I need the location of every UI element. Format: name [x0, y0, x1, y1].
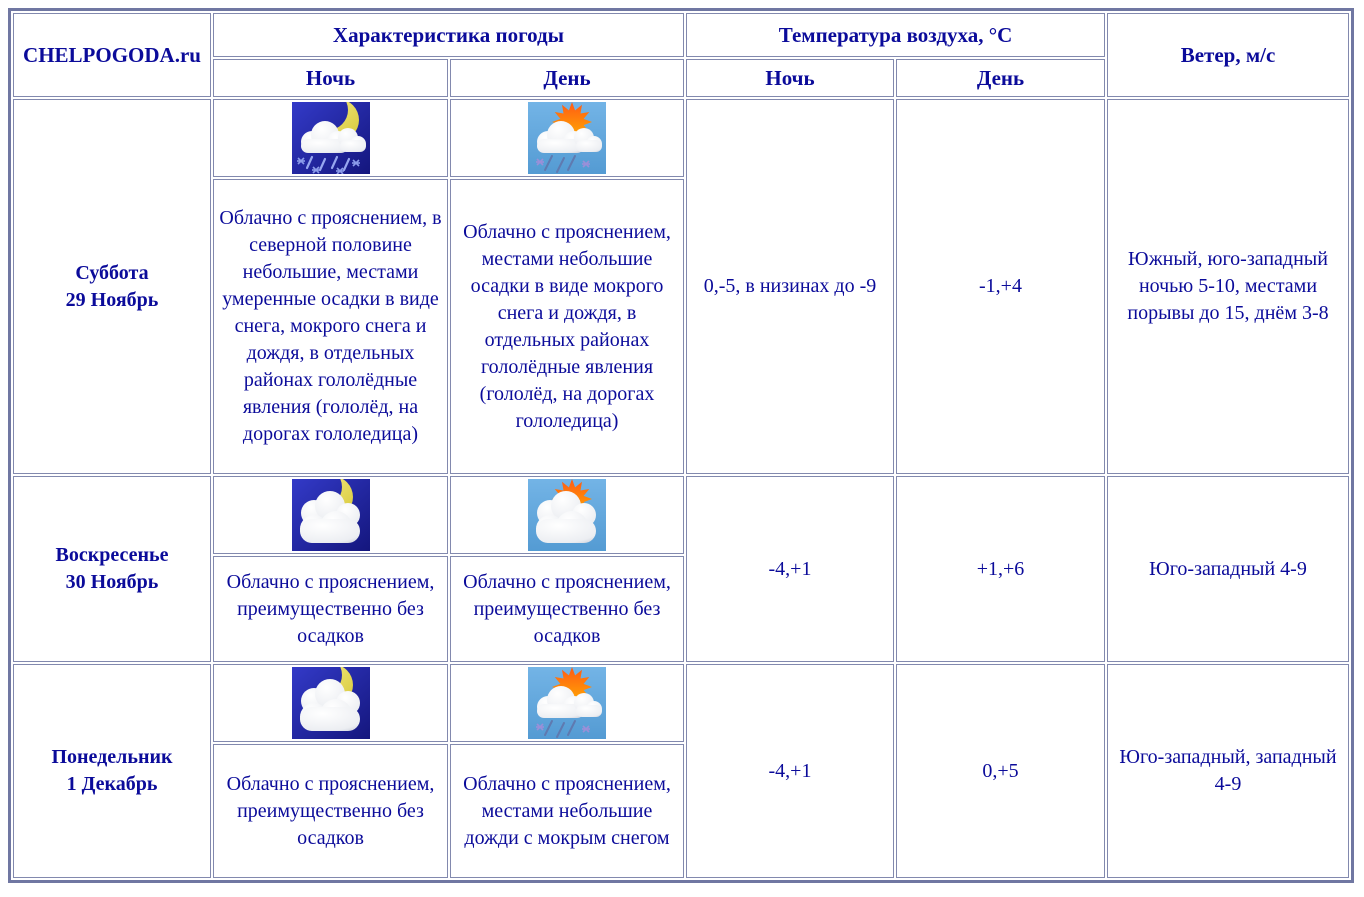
temp-night-value: -4,+1 — [686, 476, 894, 662]
header-weather-characteristic: Характеристика погоды — [213, 13, 684, 57]
day-name: Суббота — [75, 261, 149, 284]
header-wind: Ветер, м/с — [1107, 13, 1349, 97]
sun-clouds-icon — [528, 479, 606, 551]
table-row — [13, 476, 1349, 554]
wind-value: Южный, юго-западный ночью 5-10, местами порывы до 15, днём 3-8 — [1107, 99, 1349, 474]
moon-clouds-icon — [292, 667, 370, 739]
table-row — [13, 664, 1349, 742]
header-characteristic-day: День — [450, 59, 684, 97]
day-label-monday — [13, 664, 211, 878]
day-icon-cell — [450, 664, 684, 742]
site-brand: CHELPOGODA.ru — [13, 13, 211, 97]
day-icon-cell — [450, 476, 684, 554]
day-name: Воскресенье — [55, 544, 169, 566]
weather-forecast-table — [8, 8, 1354, 883]
header-temp-day: День — [896, 59, 1105, 97]
moon-clouds-icon — [292, 479, 370, 551]
wind-value: Юго-западный 4-9 — [1107, 476, 1349, 662]
night-icon-cell — [213, 664, 448, 742]
day-label-sunday — [13, 476, 211, 662]
day-description: Облачно с прояснением, местами небольшие осадки в виде мокрого снега и дождя, в отдельных районах гололёдные явления (гололёд, на дорогах гололедица) — [450, 179, 684, 474]
night-icon-cell — [213, 99, 448, 177]
wind-value: Юго-западный, западный 4-9 — [1107, 664, 1349, 878]
day-date: 29 Ноябрь — [65, 288, 159, 311]
temp-day-value: 0,+5 — [896, 664, 1105, 878]
header-temp-night: Ночь — [686, 59, 894, 97]
night-description: Облачно с прояснением, преимущественно без осадков — [213, 556, 448, 662]
table-row — [13, 99, 1349, 177]
night-description: Облачно с прояснением, преимущественно без осадков — [213, 744, 448, 878]
day-date: 30 Ноябрь — [65, 571, 159, 593]
night-icon-cell — [213, 476, 448, 554]
day-label-saturday — [13, 99, 211, 474]
sun-clouds-rain-snow-icon — [528, 667, 606, 739]
header-characteristic-night: Ночь — [213, 59, 448, 97]
night-description: Облачно с прояснением, в северной половине небольшие, местами умеренные осадки в виде снега, мокрого снега и дождя, в отдельных районах гололёдные явления (гололёд, на дорогах гололедица) — [213, 179, 448, 474]
header-air-temperature: Температура воздуха, °С — [686, 13, 1105, 57]
sun-clouds-rain-snow-icon — [528, 102, 606, 174]
temp-day-value: +1,+6 — [896, 476, 1105, 662]
day-description: Облачно с прояснением, преимущественно без осадков — [450, 556, 684, 662]
day-description: Облачно с прояснением, местами небольшие дожди с мокрым снегом — [450, 744, 684, 878]
temp-night-value: 0,-5, в низинах до -9 — [686, 99, 894, 474]
temp-day-value: -1,+4 — [896, 99, 1105, 474]
temp-night-value: -4,+1 — [686, 664, 894, 878]
day-date: 1 Декабрь — [66, 773, 158, 795]
day-name: Понедельник — [51, 746, 173, 768]
moon-clouds-rain-snow-icon — [292, 102, 370, 174]
day-icon-cell — [450, 99, 684, 177]
